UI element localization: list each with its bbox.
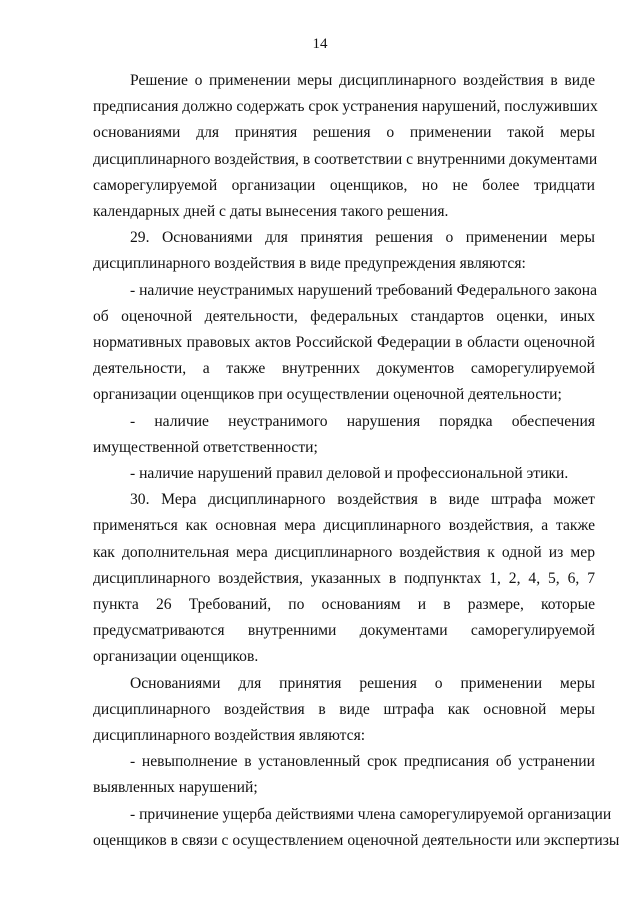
paragraph-item-29 xyxy=(93,225,595,277)
text-line: предписания должно содержать срок устранения нарушений, послуживших xyxy=(93,98,598,116)
text-line: календарных дней с даты вынесения такого решения. xyxy=(93,203,449,221)
document-body xyxy=(93,68,620,854)
paragraph-penalty-order xyxy=(93,68,598,225)
list-item-liability xyxy=(93,409,595,461)
text-line: - наличие нарушений правил деловой и профессиональной этики. xyxy=(130,465,569,483)
text-line: Решение о применении меры дисциплинарного воздействия в виде xyxy=(130,72,595,89)
text-line: деятельности, а также внутренних документов саморегулируемой xyxy=(93,360,595,378)
page-number: 14 xyxy=(312,36,328,52)
text-line: организации оценщиков при осуществлении оценочной деятельности; xyxy=(93,386,562,404)
list-item-ethics xyxy=(93,461,595,487)
text-line: саморегулируемой организации оценщиков, но не более тридцати xyxy=(93,176,595,194)
text-line: Основаниями для принятия решения о применении меры xyxy=(130,674,595,692)
text-line: - наличие неустранимого нарушения порядка обеспечения xyxy=(130,412,595,430)
text-line: дисциплинарного воздействия в виде штрафа как основной меры xyxy=(93,700,595,718)
text-line: дисциплинарного воздействия, указанных в подпунктах 1, 2, 4, 5, 6, 7 xyxy=(93,569,595,587)
text-line: дисциплинарного воздействия в виде предупреждения являются: xyxy=(93,255,526,273)
paragraph-fine-grounds xyxy=(93,671,595,750)
text-line: оценщиков в связи с осуществлением оценочной деятельности или экспертизы xyxy=(93,831,620,849)
text-line: дисциплинарного воздействия, в соответствии с внутренними документами xyxy=(93,150,598,168)
text-line: 30. Мера дисциплинарного воздействия в виде штрафа может xyxy=(130,491,595,509)
text-line: 29. Основаниями для принятия решения о применении меры xyxy=(130,229,595,247)
text-line: пункта 26 Требований, по основаниям и в размере, которые xyxy=(93,596,595,614)
text-line: предусматриваются внутренними документами саморегулируемой xyxy=(93,622,595,640)
text-line: об оценочной деятельности, федеральных стандартов оценки, иных xyxy=(93,307,595,325)
text-line: - невыполнение в установленный срок предписания об устранении xyxy=(130,753,595,771)
list-item-violations xyxy=(93,278,598,409)
paragraph-item-30 xyxy=(93,487,595,670)
text-line: выявленных нарушений; xyxy=(93,779,258,797)
text-line: применяться как основная мера дисциплинарного воздействия, а также xyxy=(93,517,595,535)
text-line: нормативных правовых актов Российской Федерации в области оценочной xyxy=(93,334,595,352)
text-line: основаниями для принятия решения о применении такой меры xyxy=(93,124,595,142)
text-line: как дополнительная мера дисциплинарного воздействия к одной из мер xyxy=(93,543,595,561)
text-line: - наличие неустранимых нарушений требований Федерального закона xyxy=(130,281,598,299)
text-line: имущественной ответственности; xyxy=(93,438,318,456)
text-line: дисциплинарного воздействия являются: xyxy=(93,727,366,745)
text-line: организации оценщиков. xyxy=(93,648,259,666)
list-item-non-compliance xyxy=(93,749,595,801)
list-item-damage xyxy=(93,802,620,854)
text-line: - причинение ущерба действиями члена саморегулируемой организации xyxy=(130,805,612,823)
